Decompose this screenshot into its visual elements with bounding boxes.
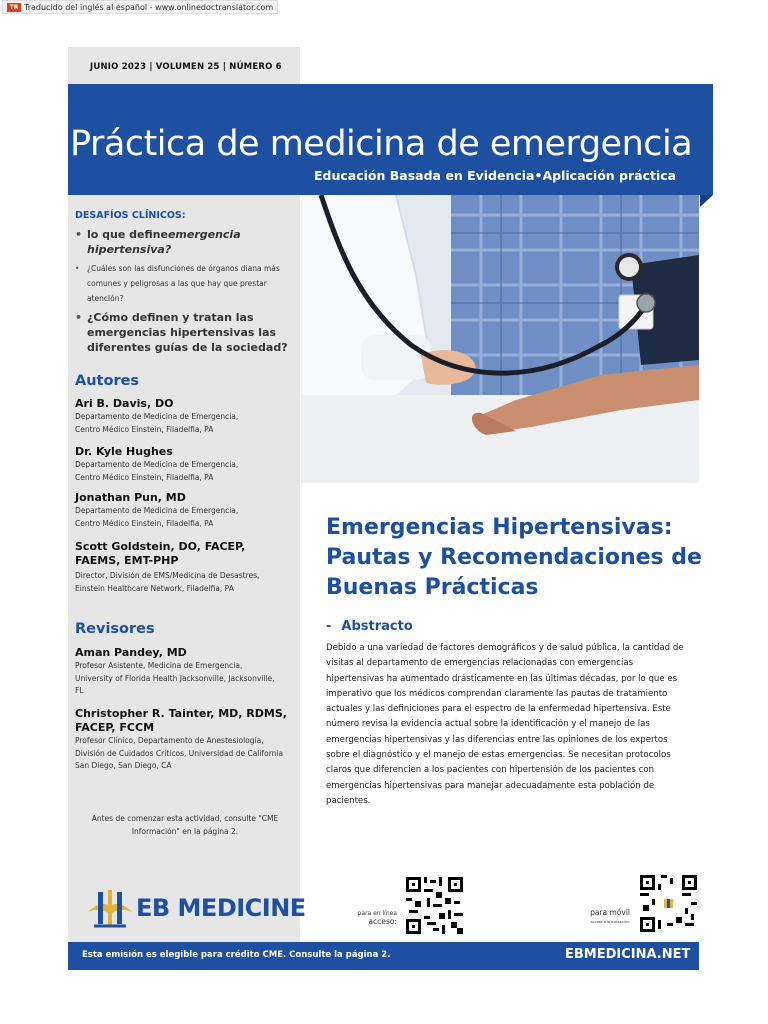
blood-pressure-illustration [301,195,699,483]
banner-fold [700,195,713,207]
issue-info: JUNIO 2023 | VOLUMEN 25 | NÚMERO 6 [90,62,282,72]
reviewers-heading: Revisores [75,621,155,637]
qr-online-label [342,910,397,926]
author-name: Ari B. Davis, DO [75,397,174,410]
blood-pressure-photo [301,195,699,483]
challenge-item [75,227,297,257]
author-name: Scott Goldstein, DO, FACEP, FAEMS, EMT-PHP [75,540,246,567]
reviewer-entry [75,707,290,773]
translator-text[interactable]: Traducido del inglés al español - www.onlinedoctranslator.com [24,2,274,12]
challenge-q1-emphasis: emergencia hipertensiva? [87,228,241,256]
qr-mobile-label-line1: para móvil [590,908,630,917]
reviewer-affiliation: Profesor Clínico, Departamento de Anestesiología, División de Cuidados Críticos, Universidad de California San Diego, San Diego, CA [75,736,284,770]
author-affiliation: Director, División de EMS/Medicina de Desastres, [75,571,260,580]
challenge-q1-prefix: lo que define [87,228,168,241]
challenges-heading: DESAFÍOS CLÍNICOS: [75,210,186,221]
translate-icon: TR [7,3,21,12]
author-name: Jonathan Pun, MD [75,491,186,504]
challenges-list [75,227,297,355]
reviewer-name: Aman Pandey, MD [75,646,187,659]
authors-heading: Autores [75,373,140,389]
abstract-dash: - [326,619,332,634]
clinical-challenges [75,210,297,359]
author-affiliation: Departamento de Medicina de Emergencia, [75,506,239,515]
cme-note: Antes de comenzar esta actividad, consulte "CME Información" en la página 2. [91,814,279,836]
eb-medicine-logo [86,888,306,928]
reviewer-entry [75,646,275,698]
reviewer-name: Christopher R. Tainter, MD, RDMS, FACEP, FCCM [75,707,287,734]
author-name: Dr. Kyle Hughes [75,445,173,458]
footer-website-link[interactable]: EBMEDICINA.NET [565,947,691,962]
qr-code-icon [406,877,463,934]
journal-subtitle: Educación Basada en Evidencia•Aplicación práctica [314,168,677,183]
abstract-text: Debido a una variedad de factores demográficos y de salud pública, la cantidad de visitas al departamento de emergencias relacionadas con emergencias hipertensivas ha aumentado drásticamente en las últimas décadas, por lo que es imperativo que los médicos comprendan claramente las pautas de tratamiento actuales y las definiciones para el espectro de la enfermedad hipertensiva. Este número revisa la evidencia actual sobre la identificación y el manejo de las emergencias hipertensivas y las diferencias entre las opiniones de los expertos sobre el diagnóstico y el manejo de estas emergencias. Se necesitan protocolos claros que diferencien a los pacientes con hipertensión de los pacientes con emergencias hipertensivas para manejar adecuadamente esta población de pacientes. [326,643,684,806]
qr-online-label-line1: para en línea [357,910,397,917]
article-title: Emergencias Hipertensivas: Pautas y Recomendaciones de Buenas Prácticas [326,515,702,600]
author-affiliation: Centro Médico Einstein, Filadelfia, PA [75,472,214,482]
author-entry [75,491,297,530]
challenge-item: • ¿Cuáles son las disfunciones de órganos diana más comunes y peligrosas a las que hay que prestar atención? [75,261,297,306]
reviewer-affiliation: Profesor Asistente, Medicina de Emergencia, University of Florida Health Jacksonville, Jacksonville, FL [75,661,275,695]
caduceus-logo-icon [86,888,134,928]
author-affiliation: Einstein Healthcare Network, Filadelfia, PA [75,583,234,593]
qr-online-label-line2: acceso: [368,917,397,926]
author-entry [75,540,260,568]
author-entry-affiliation [75,570,297,595]
author-affiliation: Departamento de Medicina de Emergencia, [75,412,239,421]
translator-bar[interactable] [2,0,278,14]
abstract-heading-row [326,619,413,634]
footer-cme-text: Esta emisión es elegible para crédito CME. Consulte la página 2. [82,950,391,960]
qr-mobile-label-line2: acceso a la aplicación: [590,920,630,924]
author-affiliation: Departamento de Medicina de Emergencia, [75,460,239,469]
journal-title: Práctica de medicina de emergencia [70,124,693,164]
qr-code-mobile[interactable] [640,875,697,932]
qr-mobile-label [568,908,630,924]
author-entry [75,397,297,436]
author-entry [75,445,297,484]
logo-text: EB MEDICINE [136,894,306,922]
qr-code-icon [640,875,697,932]
abstract-heading: Abstracto [341,619,413,634]
challenge-item: • ¿Cómo definen y tratan las emergencias hipertensivas las diferentes guías de la sociedad? [75,310,297,355]
author-affiliation: Centro Médico Einstein, Filadelfia, PA [75,518,214,528]
qr-code-online[interactable] [406,877,463,934]
author-affiliation: Centro Médico Einstein, Filadelfia, PA [75,424,214,434]
